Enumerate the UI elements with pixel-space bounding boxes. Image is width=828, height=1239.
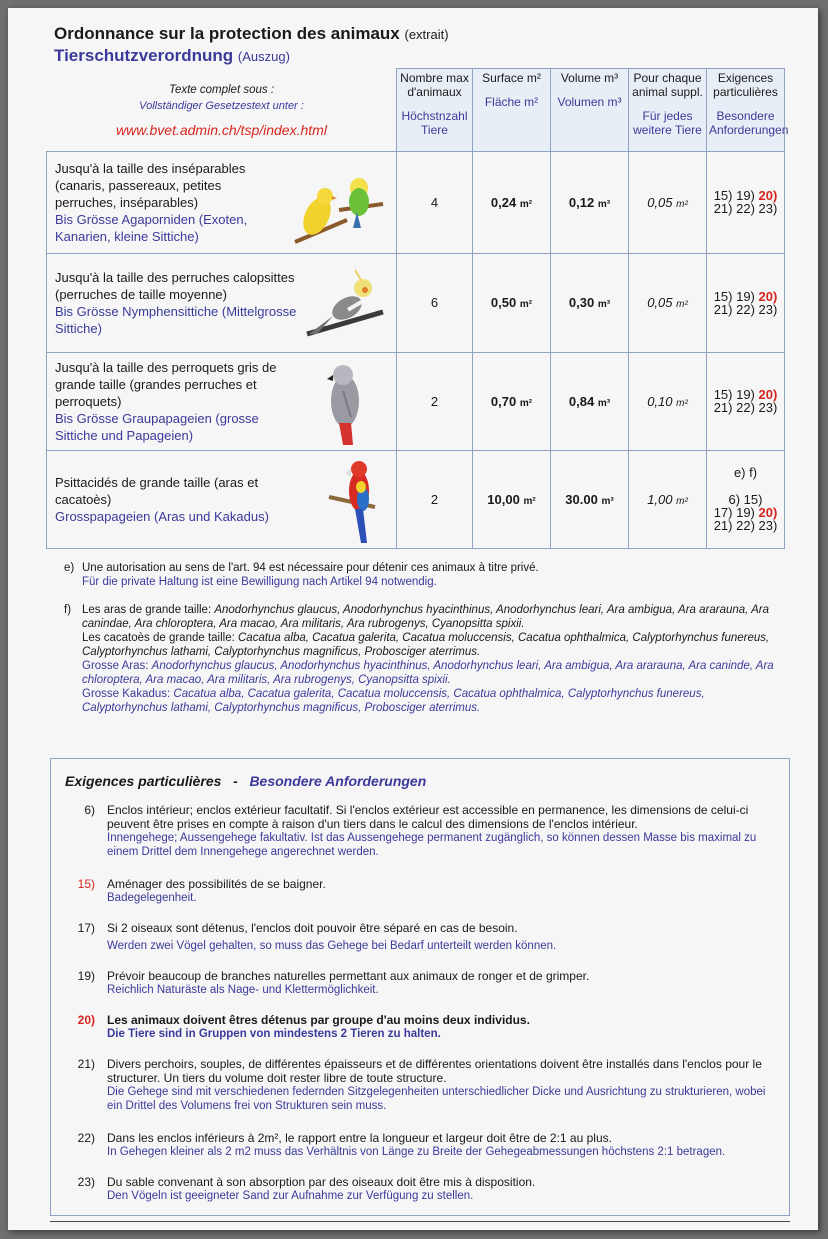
requirement-item xyxy=(67,921,783,953)
bottom-divider xyxy=(50,1221,790,1222)
requirement-number: 21) xyxy=(77,1057,95,1071)
requirement-item xyxy=(67,1175,783,1203)
footnote-e-fr: Une autorisation au sens de l'art. 94 est nécessaire pour détenir ces animaux à titre privé. xyxy=(82,562,539,574)
surface-unit: m² xyxy=(519,198,533,210)
req-ref-20: 20) xyxy=(758,505,778,520)
table-row xyxy=(47,450,785,548)
footnotes xyxy=(64,561,790,715)
special-requirements-title xyxy=(65,773,426,789)
intro-de: Vollständiger Gesetzestext unter : xyxy=(139,99,304,112)
requirement-fr: Aménager des possibilités de se baigner. xyxy=(107,877,326,891)
footnote-species: Cacatua alba, Cacatua galerita, Cacatua moluccensis, Cacatua ophthalmica, Calyptorhynchus funereus, Calyptorhynchus lathami, Calyptorhynchus magnificus, Probosciger aterrimus. xyxy=(82,632,770,658)
footnote-label: Grosse Aras: xyxy=(82,660,149,672)
title-fr-text: Ordonnance sur la protection des animaux xyxy=(54,24,400,43)
requirement-item xyxy=(67,877,783,905)
footnote-key: f) xyxy=(64,604,72,616)
title-fr xyxy=(54,24,449,44)
requirement-de: In Gehegen kleiner als 2 m2 muss das Verhältnis von Länge zu Breite der Gehegeabmessungen höchstens 2:1 betragen. xyxy=(107,1146,726,1158)
extra-unit: m² xyxy=(676,198,688,210)
row-extra xyxy=(629,450,707,548)
volume-value: 0,30 xyxy=(568,295,595,310)
row-desc-fr: Jusqu'à la taille des perroquets gris de grande taille (grandes perruches et perroquets) xyxy=(55,359,277,409)
title-de: Besondere Anforderungen xyxy=(249,773,427,789)
requirement-de: Die Tiere sind in Gruppen von mindestens 2 Tieren zu halten. xyxy=(107,1028,441,1040)
col-header-extra xyxy=(629,69,707,152)
requirement-fr: Dans les enclos inférieurs à 2m², le rapport entre la longueur et largeur doit être de 2:1 au plus. xyxy=(107,1131,612,1145)
req-refs-a: 15) 19) xyxy=(713,288,755,304)
row-count: 2 xyxy=(397,352,473,450)
volume-unit: m³ xyxy=(597,299,611,310)
requirement-item xyxy=(67,803,783,859)
volume-unit: m³ xyxy=(597,198,611,210)
title-fr-suffix: (extrait) xyxy=(404,27,449,42)
law-url-link[interactable]: www.bvet.admin.ch/tsp/index.html xyxy=(116,121,327,138)
requirement-number: 20) xyxy=(77,1013,95,1027)
footnote-species: Anodorhynchus glaucus, Anodorhynchus hyacinthinus, Anodorhynchus leari, Ara ambigua, Ara ararauna, Ara canindae, Ara chloroptera, Ara macao, Ara militaris, Ara rubrogenys, Cyanopsitta spixii. xyxy=(82,604,770,630)
requirement-fr: Divers perchoirs, souples, de différentes épaisseurs et de différentes orientations doivent être installés dans l'enclos pour le structurer. Un tiers du volume doit rester libre de toute structure. xyxy=(107,1057,762,1085)
requirement-fr: Les animaux doivent êtres détenus par groupe d'au moins deux individus. xyxy=(107,1013,530,1027)
requirement-item xyxy=(67,1013,783,1041)
surface-value: 0,24 xyxy=(490,194,517,210)
cockatiel-illustration xyxy=(303,268,387,342)
requirement-de: Den Vögeln ist geeigneter Sand zur Aufnahme zur Verfügung zu stellen. xyxy=(107,1190,474,1202)
extra-unit: m² xyxy=(676,397,688,409)
col-header-req xyxy=(707,69,789,152)
col-count-de: Höchstnzahl Tiere xyxy=(401,109,468,137)
requirement-item xyxy=(67,1131,783,1159)
surface-unit: m² xyxy=(523,495,536,507)
row-desc xyxy=(47,352,397,450)
table-row xyxy=(47,253,785,352)
footnote-e xyxy=(64,561,790,589)
extra-unit: m² xyxy=(676,495,688,507)
footnote-key: e) xyxy=(64,562,75,574)
footnote-e-de: Für die private Haltung ist eine Bewilligung nach Artikel 94 notwendig. xyxy=(82,576,437,588)
row-extra xyxy=(629,253,707,352)
title-separator: - xyxy=(233,773,238,789)
col-surface-de: Fläche m² xyxy=(484,95,539,109)
special-requirements-box xyxy=(50,758,790,1216)
requirement-item xyxy=(67,1057,783,1113)
col-req-de: Besondere Anforderungen xyxy=(709,109,789,137)
col-surface-fr: Surface m² xyxy=(482,71,541,85)
requirement-fr: Du sable convenant à son absorption par des oiseaux doit être mis à disposition. xyxy=(107,1175,536,1189)
table-header-row xyxy=(47,69,785,152)
requirement-de: Reichlich Naturäste als Nage- und Klettermöglichkeit. xyxy=(107,984,379,996)
row-req xyxy=(707,151,785,253)
row-desc-de: Bis Grösse Agaporniden (Exoten, Kanarien, kleine Sittiche) xyxy=(55,211,248,244)
intro-cell xyxy=(47,69,397,152)
req-refs-top: e) f) xyxy=(733,465,758,480)
row-req xyxy=(707,253,785,352)
req-refs-mid: 6) 15) xyxy=(728,492,763,507)
row-surface xyxy=(473,450,551,548)
req-refs-a: 15) 19) xyxy=(713,387,755,402)
volume-value: 0,12 xyxy=(568,194,595,210)
row-desc-fr: Jusqu'à la taille des inséparables (canaris, passereaux, petites perruches, inséparables) xyxy=(55,160,246,210)
requirements-table xyxy=(46,68,789,549)
row-desc-de: Grosspapageien (Aras und Kakadus) xyxy=(55,508,269,524)
row-desc xyxy=(47,450,397,548)
row-desc-de: Bis Grösse Nymphensittiche (Mittelgrosse Sittiche) xyxy=(55,303,297,336)
extra-value: 0,05 xyxy=(647,194,673,210)
requirement-number: 23) xyxy=(77,1175,95,1189)
volume-unit: m³ xyxy=(601,495,614,507)
extra-value: 1,00 xyxy=(647,491,673,507)
row-desc-fr: Jusqu'à la taille des perruches calopsittes (perruches de taille moyenne) xyxy=(55,269,295,302)
footnote-species: Anodorhynchus glaucus, Anodorhynchus hyacinthinus, Anodorhynchus leari, Ara ambigua, Ara ararauna, Ara caninde, Ara chloroptera, Ara macao, Ara militaris, Ara rubrogenys, Cyanopsitta spixii. xyxy=(82,660,774,686)
col-header-count xyxy=(397,69,473,152)
row-surface xyxy=(473,151,551,253)
req-refs-a: 17) 19) xyxy=(713,505,755,520)
extra-value: 0,10 xyxy=(647,393,673,409)
title-de-text: Tierschutzverordnung xyxy=(54,46,234,65)
document-page xyxy=(8,8,818,1230)
requirement-de: Badegelegenheit. xyxy=(107,892,197,904)
row-volume xyxy=(551,352,629,450)
row-desc xyxy=(47,253,397,352)
requirement-number: 17) xyxy=(77,921,95,935)
row-desc-fr: Psittacidés de grande taille (aras et cacatoès) xyxy=(55,474,259,507)
requirement-fr: Prévoir beaucoup de branches naturelles permettant aux animaux de ronger et de grimper. xyxy=(107,969,590,983)
requirement-number: 22) xyxy=(77,1131,95,1145)
volume-unit: m³ xyxy=(597,397,611,409)
canary-budgie-illustration xyxy=(287,174,387,248)
table-row xyxy=(47,352,785,450)
row-count: 2 xyxy=(397,450,473,548)
req-ref-20: 20) xyxy=(758,387,778,402)
row-volume xyxy=(551,151,629,253)
footnote-f xyxy=(64,603,790,715)
req-refs-c: 21) 22) 23) xyxy=(713,301,778,317)
col-header-surface xyxy=(473,69,551,152)
grey-parrot-illustration xyxy=(323,361,369,447)
requirement-de: Die Gehege sind mit verschiedenen federnden Sitzgelegenheiten unterschiedlicher Dicke und Ausrichtung zu strukturieren, wobei ein Drittel des Volumens frei von Strukturen sein muss. xyxy=(107,1086,766,1112)
row-volume xyxy=(551,253,629,352)
row-surface xyxy=(473,352,551,450)
req-ref-20: 20) xyxy=(758,288,778,304)
volume-value: 30.00 xyxy=(565,491,598,507)
req-refs-c: 21) 22) 23) xyxy=(713,400,778,415)
macaw-illustration xyxy=(325,457,385,545)
requirement-fr: Si 2 oiseaux sont détenus, l'enclos doit pouvoir être séparé en cas de besoin. xyxy=(107,921,518,935)
requirement-item xyxy=(67,969,783,997)
row-count: 4 xyxy=(397,151,473,253)
col-header-volume xyxy=(551,69,629,152)
row-desc xyxy=(47,151,397,253)
row-count: 6 xyxy=(397,253,473,352)
intro-fr: Texte complet sous : xyxy=(168,83,275,96)
requirement-fr: Enclos intérieur; enclos extérieur facultatif. Si l'enclos extérieur est accessible en permanence, les dimensions de celui-ci peuvent être prises en compte à raison d'un tiers dans le calcul des dimensions de l'enclos intérieur. xyxy=(107,803,749,831)
col-volume-de: Volumen m³ xyxy=(557,95,622,109)
surface-value: 0,50 xyxy=(490,295,517,310)
footnote-label: Les aras de grande taille: xyxy=(82,604,212,616)
row-req xyxy=(707,352,785,450)
requirement-number: 15) xyxy=(77,877,95,891)
requirement-de: Innengehege; Aussengehege fakultativ. Ist das Aussengehege permanent zugänglich, so können dessen Masse bis maximal zu einem Drittel dem Innengehege angerechnet werden. xyxy=(107,832,757,858)
req-refs-a: 15) 19) xyxy=(713,188,755,203)
row-desc-de: Bis Grösse Graupapageien (grosse Sittiche und Papageien) xyxy=(55,410,259,443)
title-fr: Exigences particulières xyxy=(65,773,222,789)
col-count-fr: Nombre max d'animaux xyxy=(400,71,469,99)
surface-unit: m² xyxy=(519,397,533,409)
row-extra xyxy=(629,352,707,450)
requirement-number: 19) xyxy=(77,969,95,983)
req-refs-c: 21) 22) 23) xyxy=(713,201,778,216)
surface-unit: m² xyxy=(519,299,533,310)
req-ref-20: 20) xyxy=(758,188,778,203)
row-req xyxy=(707,450,785,548)
row-volume xyxy=(551,450,629,548)
col-volume-fr: Volume m³ xyxy=(560,71,619,85)
title-de xyxy=(54,46,290,66)
volume-value: 0,84 xyxy=(568,393,595,409)
requirement-number: 6) xyxy=(84,803,95,817)
col-extra-de: Für jedes weitere Tiere xyxy=(633,109,702,137)
surface-value: 10,00 xyxy=(487,491,520,507)
req-refs-c: 21) 22) 23) xyxy=(713,518,778,533)
footnote-species: Cacatua alba, Cacatua galerita, Cacatua moluccensis, Cacatua ophthalmica, Calyptorhynchus funereus, Calyptorhynchus lathami, Calyptorhynchus magnificus, Probosciger aterrimus. xyxy=(82,688,705,714)
extra-value: 0,05 xyxy=(647,295,673,310)
row-surface xyxy=(473,253,551,352)
col-req-fr: Exigences particulières xyxy=(713,71,778,99)
row-extra xyxy=(629,151,707,253)
extra-unit: m² xyxy=(676,299,688,310)
requirement-de: Werden zwei Vögel gehalten, so muss das Gehege bei Bedarf unterteilt werden können. xyxy=(107,940,557,952)
footnote-label: Grosse Kakadus: xyxy=(82,688,171,700)
footnote-label: Les cacatoès de grande taille: xyxy=(82,632,235,644)
col-extra-fr: Pour chaque animal suppl. xyxy=(632,71,703,99)
table-row xyxy=(47,151,785,253)
surface-value: 0,70 xyxy=(490,393,517,409)
title-de-suffix: (Auszug) xyxy=(237,49,290,64)
intro-block xyxy=(57,83,387,137)
